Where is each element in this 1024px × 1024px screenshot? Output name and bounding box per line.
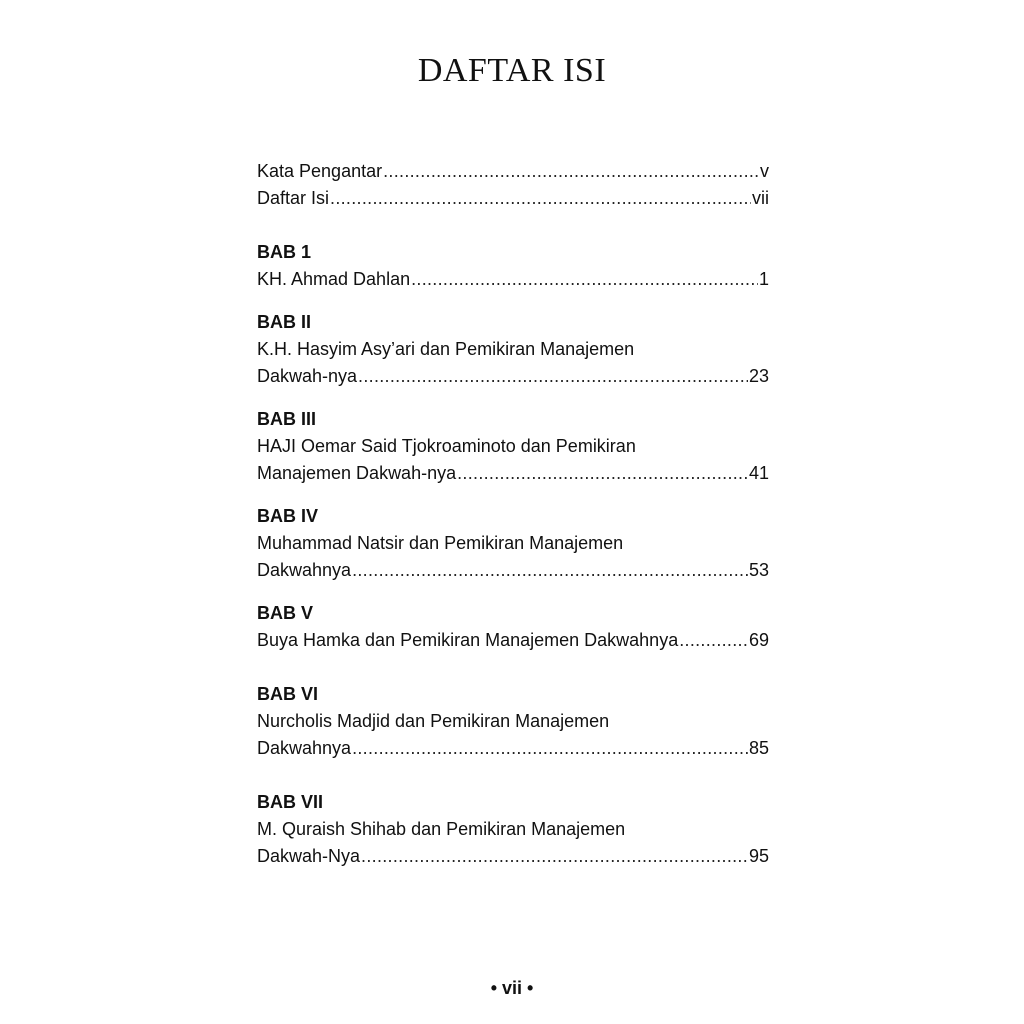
toc-entry-title: Dakwah-Nya [257, 846, 361, 866]
toc-entry-page: 95 [748, 846, 769, 866]
toc-entry-page: v [760, 161, 769, 181]
toc-entry-kata-pengantar[interactable] [257, 158, 769, 185]
chapter-heading: BAB II [257, 312, 311, 332]
dot-leader [358, 363, 748, 390]
dot-leader [383, 158, 759, 185]
toc-entry-title: Dakwahnya [257, 738, 352, 758]
toc-entry[interactable] [257, 843, 769, 870]
chapter-block [257, 600, 769, 654]
toc-entry-page: 41 [748, 463, 769, 483]
chapter-block [257, 239, 769, 293]
dot-leader [679, 627, 748, 654]
toc-entry-title-line: Nurcholis Madjid dan Pemikiran Manajemen [257, 711, 610, 731]
toc-entry-title-line: M. Quraish Shihab dan Pemikiran Manajemen [257, 819, 626, 839]
toc-entry[interactable] [257, 266, 769, 293]
table-of-contents [257, 158, 769, 870]
page-number: • vii • [490, 978, 534, 998]
toc-entry[interactable] [257, 627, 769, 654]
toc-entry-page: 53 [748, 560, 769, 580]
toc-entry-page: 23 [748, 366, 769, 386]
dot-leader [352, 557, 748, 584]
toc-entry-title: Kata Pengantar [257, 161, 383, 181]
toc-entry-page: 85 [748, 738, 769, 758]
toc-entry-title-line: Muhammad Natsir dan Pemikiran Manajemen [257, 533, 624, 553]
chapter-block [257, 406, 769, 487]
toc-entry-title: Dakwahnya [257, 560, 352, 580]
toc-entry[interactable] [257, 460, 769, 487]
toc-entry-title: Daftar Isi [257, 188, 330, 208]
toc-entry-title-line: K.H. Hasyim Asy’ari dan Pemikiran Manajemen [257, 339, 635, 359]
chapter-heading: BAB V [257, 603, 314, 623]
toc-entry-page: 69 [748, 630, 769, 650]
dot-leader [361, 843, 748, 870]
chapter-heading: BAB 1 [257, 242, 312, 262]
dot-leader [352, 735, 748, 762]
chapter-heading: BAB VI [257, 684, 319, 704]
toc-entry[interactable] [257, 557, 769, 584]
chapter-heading: BAB III [257, 409, 317, 429]
page-title: DAFTAR ISI [417, 52, 607, 89]
chapter-block [257, 309, 769, 390]
dot-leader [411, 266, 758, 293]
chapter-block [257, 789, 769, 870]
chapter-heading: BAB VII [257, 792, 324, 812]
toc-entry-page: vii [752, 188, 769, 208]
toc-entry-title: Manajemen Dakwah-nya [257, 463, 457, 483]
toc-entry[interactable] [257, 363, 769, 390]
chapter-block [257, 681, 769, 762]
toc-entry[interactable] [257, 735, 769, 762]
toc-entry-title: Buya Hamka dan Pemikiran Manajemen Dakwahnya [257, 630, 679, 650]
dot-leader [457, 460, 748, 487]
chapter-block [257, 503, 769, 584]
chapter-heading: BAB IV [257, 506, 319, 526]
toc-entry-daftar-isi[interactable] [257, 185, 769, 212]
toc-entry-title: Dakwah-nya [257, 366, 358, 386]
toc-entry-title-line: HAJI Oemar Said Tjokroaminoto dan Pemikiran [257, 436, 636, 456]
toc-entry-page: 1 [758, 269, 769, 289]
toc-entry-title: KH. Ahmad Dahlan [257, 269, 411, 289]
dot-leader [330, 185, 751, 212]
